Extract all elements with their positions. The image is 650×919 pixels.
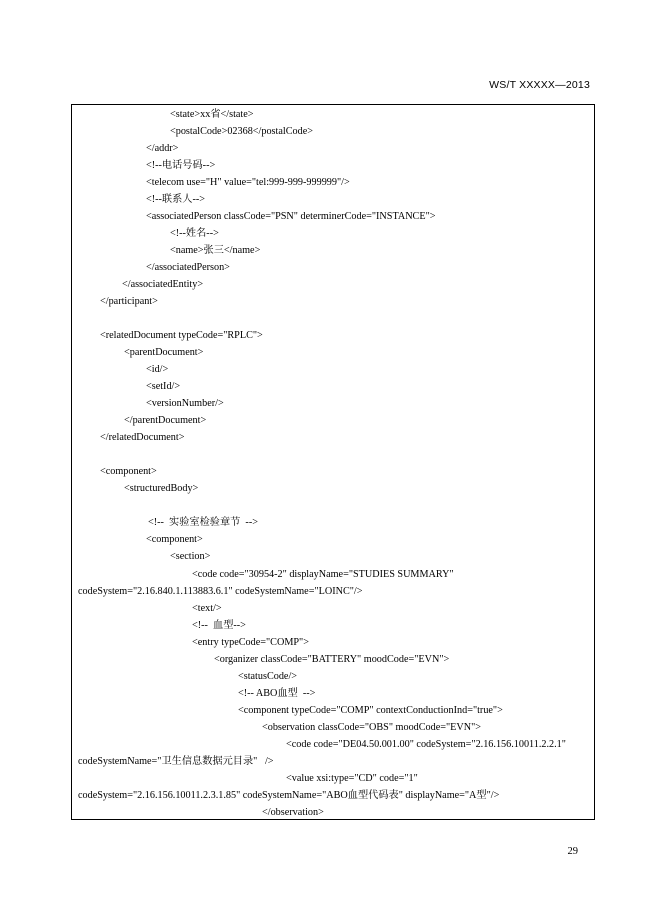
code-line: <!--联系人--> [146, 194, 206, 205]
code-line: <entry typeCode="COMP"> [192, 637, 309, 648]
code-line: <relatedDocument typeCode="RPLC"> [100, 330, 263, 341]
code-line: <name>张三</name> [170, 245, 261, 256]
code-line: codeSystemName="卫生信息数据元目录" /> [78, 756, 274, 767]
code-line: <statusCode/> [238, 671, 298, 682]
code-line: </parentDocument> [124, 415, 207, 426]
code-line: <parentDocument> [124, 347, 204, 358]
code-listing-frame [71, 104, 595, 820]
code-line: codeSystem="2.16.156.10011.2.3.1.85" codeSystemName="ABO血型代码表" displayName="A型"/> [78, 790, 500, 801]
code-line: <code code="DE04.50.001.00" codeSystem="2.16.156.10011.2.2.1" [286, 739, 566, 750]
code-line: codeSystem="2.16.840.1.113883.6.1" codeSystemName="LOINC"/> [78, 586, 363, 597]
code-line: </participant> [100, 296, 158, 307]
code-line: <component> [146, 534, 203, 545]
code-line: </addr> [146, 143, 179, 154]
code-line: </associatedPerson> [146, 262, 230, 273]
code-line: <text/> [192, 603, 222, 614]
code-line: <!--电话号码--> [146, 160, 216, 171]
code-line: <value xsi:type="CD" code="1" [286, 773, 418, 784]
code-line: <telecom use="H" value="tel:999-999-999999"/> [146, 177, 350, 188]
document-header-code: WS/T XXXXX—2013 [489, 79, 590, 91]
code-line: <!--姓名--> [170, 228, 219, 239]
code-line: <component> [100, 466, 157, 477]
code-line: <section> [170, 551, 211, 562]
code-line: <component typeCode="COMP" contextConductionInd="true"> [238, 705, 503, 716]
code-line: <!-- ABO血型 --> [238, 688, 316, 699]
code-line: <setId/> [146, 381, 181, 392]
page-number: 29 [567, 846, 578, 857]
code-line: <!-- 实验室检验章节 --> [148, 517, 258, 528]
code-line: <postalCode>02368</postalCode> [170, 126, 313, 137]
code-line: <associatedPerson classCode="PSN" determinerCode="INSTANCE"> [146, 211, 436, 222]
code-line: <!-- 血型--> [192, 620, 246, 631]
code-line: <observation classCode="OBS" moodCode="EVN"> [262, 722, 482, 733]
code-line: <organizer classCode="BATTERY" moodCode="EVN"> [214, 654, 450, 665]
code-line: <structuredBody> [124, 483, 199, 494]
code-line: </associatedEntity> [122, 279, 204, 290]
code-line: <code code="30954-2" displayName="STUDIES SUMMARY" [192, 569, 454, 580]
code-line: <id/> [146, 364, 169, 375]
code-line: </observation> [262, 807, 324, 818]
code-line: <state>xx省</state> [170, 109, 254, 120]
code-line: <versionNumber/> [146, 398, 224, 409]
code-line: </relatedDocument> [100, 432, 185, 443]
